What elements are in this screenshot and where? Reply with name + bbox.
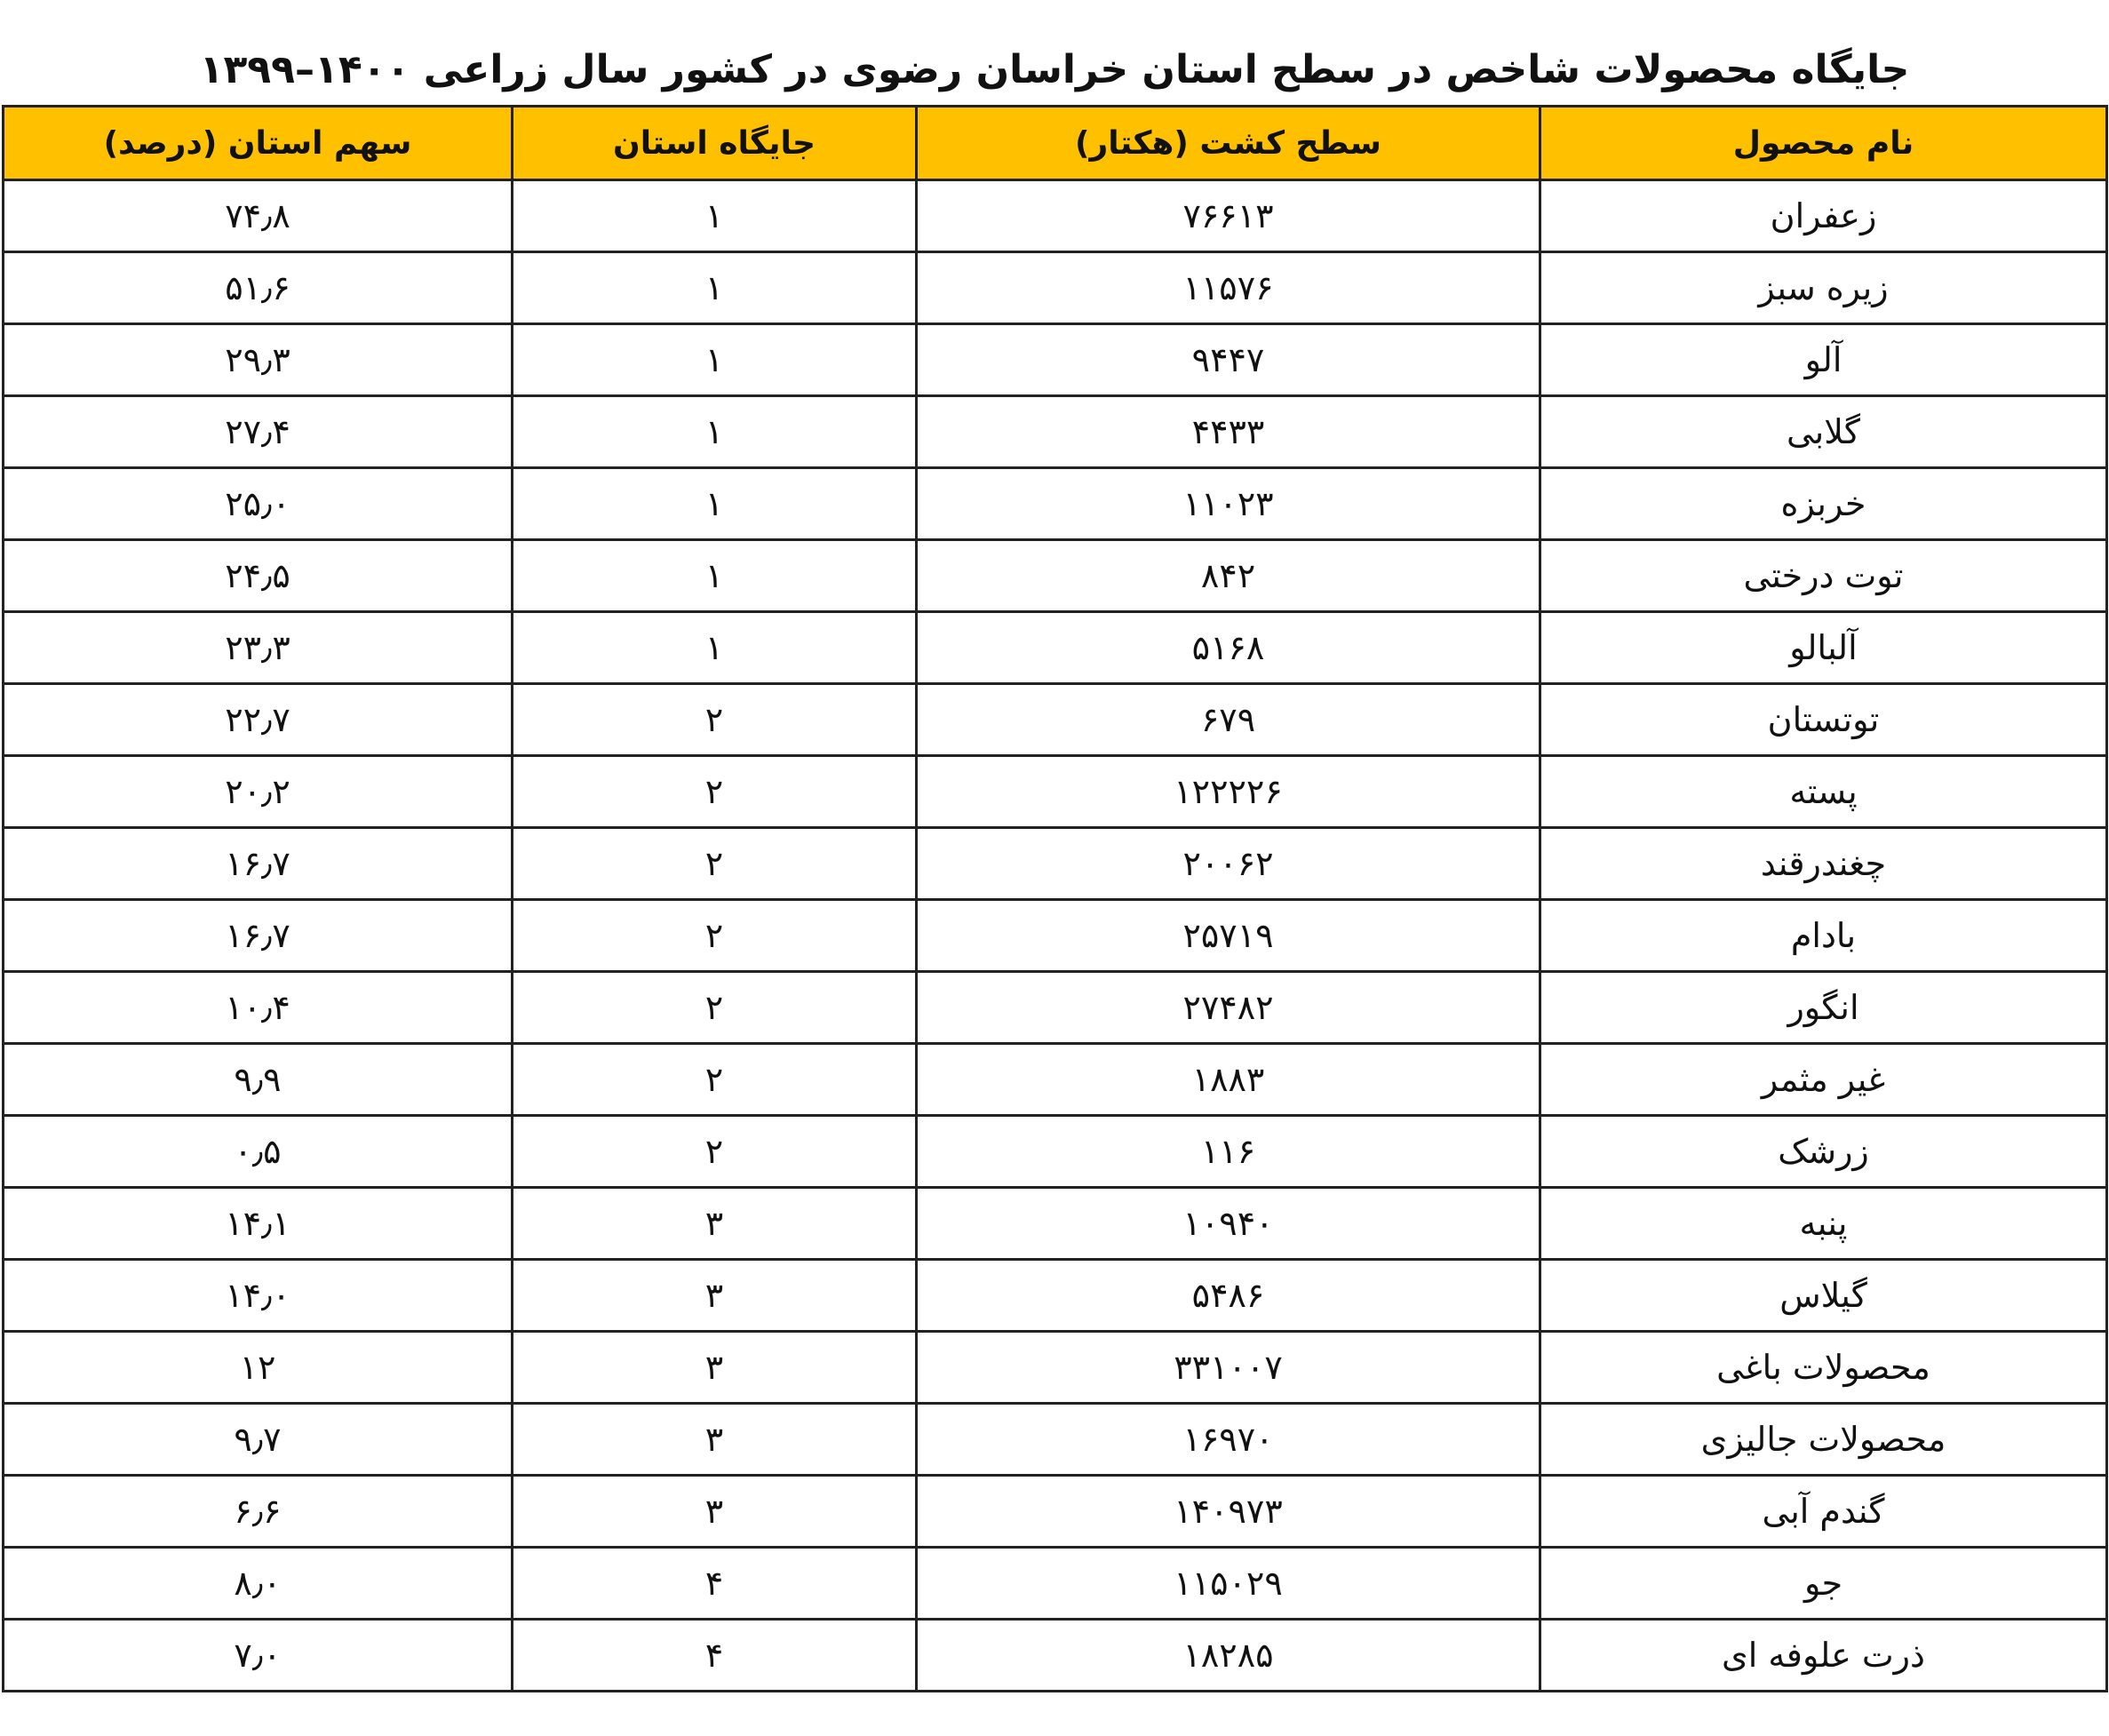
cell-cultivated-area: ۱۸۸۳ [917,1044,1540,1116]
cell-province-rank: ۲ [513,1116,917,1188]
cell-province-share: ۱۲ [4,1332,513,1404]
cell-province-rank: ۱ [513,612,917,684]
cell-product-name: آلو [1540,324,2107,396]
cell-product-name: جو [1540,1548,2107,1620]
cell-province-rank: ۱ [513,324,917,396]
cell-product-name: توت درختی [1540,540,2107,612]
cell-cultivated-area: ۱۱۵۷۶ [917,252,1540,324]
cell-province-rank: ۲ [513,756,917,828]
table-row [4,1044,2107,1116]
cell-province-share: ۵۱٫۶ [4,252,513,324]
cell-product-name: زرشک [1540,1116,2107,1188]
table-row [4,180,2107,252]
cell-cultivated-area: ۱۱۶ [917,1116,1540,1188]
cell-province-rank: ۱ [513,180,917,252]
cell-province-share: ۹٫۷ [4,1404,513,1476]
cell-province-share: ۱۶٫۷ [4,828,513,900]
cell-product-name: گلابی [1540,396,2107,468]
table-row [4,324,2107,396]
cell-province-rank: ۳ [513,1188,917,1260]
cell-province-rank: ۴ [513,1620,917,1692]
cell-cultivated-area: ۵۴۸۶ [917,1260,1540,1332]
cell-province-rank: ۱ [513,468,917,540]
cell-province-share: ۱۴٫۱ [4,1188,513,1260]
cell-province-share: ۱۶٫۷ [4,900,513,972]
cell-product-name: چغندرقند [1540,828,2107,900]
cell-province-share: ۲۰٫۲ [4,756,513,828]
cell-province-share: ۲۳٫۳ [4,612,513,684]
cell-province-share: ۹٫۹ [4,1044,513,1116]
cell-product-name: انگور [1540,972,2107,1044]
table-row [4,1476,2107,1548]
cell-province-rank: ۱ [513,540,917,612]
table-row [4,1116,2107,1188]
cell-province-share: ۱۴٫۰ [4,1260,513,1332]
cell-province-rank: ۳ [513,1332,917,1404]
header-province-rank: جایگاه استان [513,107,917,180]
table-row [4,756,2107,828]
cell-product-name: توتستان [1540,684,2107,756]
cell-cultivated-area: ۱۲۲۲۲۶ [917,756,1540,828]
table-row [4,540,2107,612]
cell-product-name: محصولات جالیزی [1540,1404,2107,1476]
table-row [4,1332,2107,1404]
cell-province-rank: ۳ [513,1476,917,1548]
cell-product-name: خربزه [1540,468,2107,540]
cell-cultivated-area: ۲۵۷۱۹ [917,900,1540,972]
cell-cultivated-area: ۵۱۶۸ [917,612,1540,684]
cell-product-name: زعفران [1540,180,2107,252]
table-row [4,972,2107,1044]
cell-product-name: گیلاس [1540,1260,2107,1332]
cell-product-name: پسته [1540,756,2107,828]
cell-province-share: ۸٫۰ [4,1548,513,1620]
cell-product-name: بادام [1540,900,2107,972]
table-row [4,1620,2107,1692]
cell-province-share: ۲۲٫۷ [4,684,513,756]
cell-cultivated-area: ۱۸۲۸۵ [917,1620,1540,1692]
cell-province-share: ۲۹٫۳ [4,324,513,396]
cell-province-rank: ۱ [513,396,917,468]
cell-province-share: ۲۵٫۰ [4,468,513,540]
cell-province-share: ۰٫۵ [4,1116,513,1188]
cell-cultivated-area: ۱۶۹۷۰ [917,1404,1540,1476]
cell-province-share: ۱۰٫۴ [4,972,513,1044]
table-row [4,1188,2107,1260]
cell-cultivated-area: ۳۳۱۰۰۷ [917,1332,1540,1404]
cell-cultivated-area: ۲۰۰۶۲ [917,828,1540,900]
cell-province-rank: ۲ [513,972,917,1044]
table-row [4,1260,2107,1332]
cell-province-share: ۲۴٫۵ [4,540,513,612]
cell-cultivated-area: ۱۱۰۲۳ [917,468,1540,540]
cell-province-share: ۶٫۶ [4,1476,513,1548]
table-row [4,468,2107,540]
cell-cultivated-area: ۴۴۳۳ [917,396,1540,468]
table-body [4,180,2107,1692]
page-title: جایگاه محصولات شاخص در سطح استان خراسان رضوی در کشور سال زراعی ۱۴۰۰–۱۳۹۹ [199,47,1910,92]
cell-province-rank: ۲ [513,900,917,972]
cell-product-name: گندم آبی [1540,1476,2107,1548]
cell-product-name: زیره سبز [1540,252,2107,324]
header-province-share: سهم استان (درصد) [4,107,513,180]
cell-cultivated-area: ۱۰۹۴۰ [917,1188,1540,1260]
header-cultivated-area: سطح کشت (هکتار) [917,107,1540,180]
cell-cultivated-area: ۱۴۰۹۷۳ [917,1476,1540,1548]
table-header-row [4,107,2107,180]
cell-cultivated-area: ۷۶۶۱۳ [917,180,1540,252]
table-row [4,1404,2107,1476]
table-row [4,1548,2107,1620]
cell-province-rank: ۲ [513,1044,917,1116]
table-row [4,900,2107,972]
cell-product-name: آلبالو [1540,612,2107,684]
table-row [4,684,2107,756]
cell-cultivated-area: ۲۷۴۸۲ [917,972,1540,1044]
table-row [4,252,2107,324]
cell-province-rank: ۳ [513,1260,917,1332]
cell-province-rank: ۴ [513,1548,917,1620]
header-product-name: نام محصول [1540,107,2107,180]
table-row [4,612,2107,684]
cell-cultivated-area: ۱۱۵۰۲۹ [917,1548,1540,1620]
cell-product-name: محصولات باغی [1540,1332,2107,1404]
cell-province-share: ۲۷٫۴ [4,396,513,468]
cell-province-rank: ۱ [513,252,917,324]
cell-province-rank: ۳ [513,1404,917,1476]
cell-cultivated-area: ۹۴۴۷ [917,324,1540,396]
cell-province-rank: ۲ [513,684,917,756]
cell-product-name: ذرت علوفه ای [1540,1620,2107,1692]
table-row [4,396,2107,468]
cell-product-name: پنبه [1540,1188,2107,1260]
cell-province-share: ۷٫۰ [4,1620,513,1692]
table-row [4,828,2107,900]
cell-province-share: ۷۴٫۸ [4,180,513,252]
cell-province-rank: ۲ [513,828,917,900]
cell-product-name: غیر مثمر [1540,1044,2107,1116]
crop-ranking-table [2,105,2108,1692]
cell-cultivated-area: ۸۴۲ [917,540,1540,612]
cell-cultivated-area: ۶۷۹ [917,684,1540,756]
